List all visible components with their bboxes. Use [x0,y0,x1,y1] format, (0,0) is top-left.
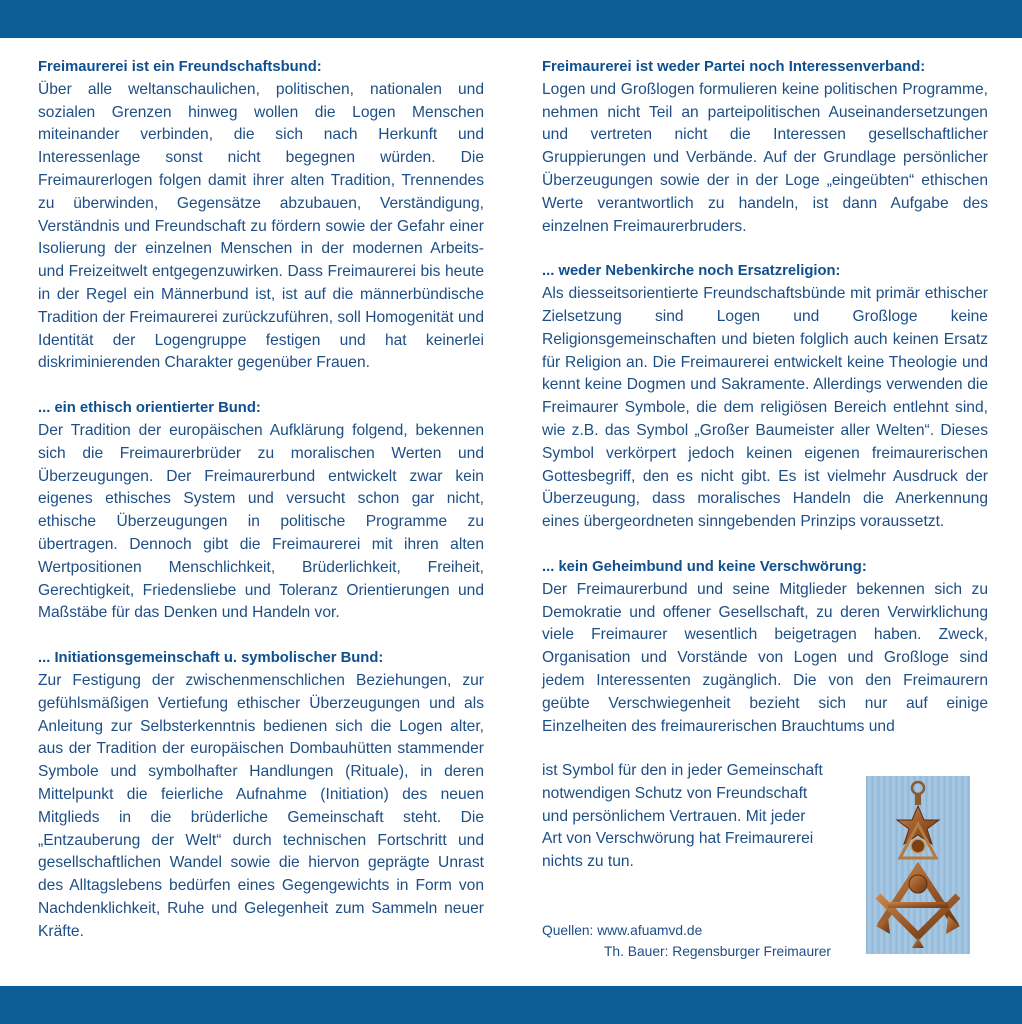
section-body: Über alle weltanschaulichen, politischen, nationalen und sozialen Grenzen hinweg wollen die Logen Menschen miteinander verbinden, die sich nach Herkunft und Interessenlage sonst nicht begegnen würden. Die Freimaurerlogen folgen damit ihrer alten Tradition, Trennendes zu überwinden, Gegensätze abzubauen, Verständigung, Verständnis und Freundschaft zu fördern sowie der Gefahr einer Isolierung der einzelnen Menschen in der modernen Arbeits- und Freizeitwelt entgegenzuwirken. Dass Freimaurerei bis heute in der Regel ein Männerbund ist, ist auf die männerbündische Tradition der Freimaurerei zurückzuführen, soll Homogenität und Identität der Logengruppe festigen und hat keinerlei diskriminierenden Charakter gegenüber Frauen. [38,80,484,372]
masonic-jewel-icon [866,776,970,954]
section-body: Zur Festigung der zwischenmenschlichen Beziehungen, zur gefühlsmäßigen Vertiefung ethischer Überzeugungen und als Anleitung zur Selbsterkenntnis bedienen sich die Logen alter, aus der Tradition der europäischen Dombauhütten stammender Symbole und symbolhafter Handlungen (Rituale), in deren Mittelpunkt die feierliche Aufnahme (Initiation) des neuen Mitglieds in die brüderliche Gemeinschaft steht. Die „Entzauberung der Welt“ durch technischen Fortschritt und gesellschaftlichen Wandel sowie die hiervon geprägte Unrast des Alltagslebens bedürfen eines Gegengewichts in Form von Nachdenklichkeit, Ruhe und Gelegenheit zum Sammeln neuer Kräfte. [38,671,484,940]
section-initiation [38,647,484,943]
masonic-jewel-image [866,776,970,954]
sources-line-2: Th. Bauer: Regensburger Freimaurer [604,944,831,959]
section-body: Der Tradition der europäischen Aufklärung folgend, bekennen sich die Freimaurerbrüder zu moralischen Werten und Überzeugungen. Der Freimaurerbund entwickelt zwar kein eigenes ethisches System und versucht schon gar nicht, ethische Überzeugungen in politische Programme zu übertragen. Dennoch gibt die Freimaurerei mit ihren alten Wertpositionen Menschlichkeit, Brüderlichkeit, Freiheit, Gerechtigkeit, Friedensliebe und Toleranz Orientierungen und Maßstäbe für das Denken und Handeln vor. [38,421,484,622]
section-body: Als diesseitsorientierte Freundschaftsbünde mit primär ethischer Zielsetzung sind Logen und Großloge keine Religionsgemeinschaften und bieten folglich auch keinen Ersatz für Religion an. Die Freimaurerei entwickelt keine Theologie und kennt keine Dogmen und Sakramente. Allerdings verwenden die Freimaurer Symbole, die dem religiösen Bereich entlehnt sind, wie z.B. das Symbol „Großer Baumeister aller Welten“. Dieses Symbol verkörpert jedoch keinen eigenen freimaurerischen Gottesbegriff, den es nicht gibt. Es ist vielmehr Ausdruck der Überzeugung, dass moralisches Handeln die Anerkennung eines übergeordneten sinngebenden Prinzips voraussetzt. [542,285,988,531]
sources-line-1: Quellen: www.afuamvd.de [542,923,703,938]
left-column [38,56,484,965]
section-heading: Freimaurerei ist weder Partei noch Interessenverband: [542,59,926,75]
wrap-line: und persönlichem Vertrauen. Mit jeder [542,807,806,825]
section-heading: ... weder Nebenkirche noch Ersatzreligion: [542,263,841,280]
wrap-text [542,760,852,874]
wrap-line: notwendigen Schutz von Freundschaft [542,784,808,802]
section-heading: ... Initiationsgemeinschaft u. symbolischer Bund: [38,650,384,667]
section-body: Logen und Großlogen formulieren keine politischen Programme, nehmen nicht Teil an parteipolitischen Auseinandersetzungen und vertreten nicht die Interessen gesellschaftlicher Gruppierungen und Verbände. Auf der Grundlage persönlicher Überzeugungen sowie der in der Loge „eingeübten“ ethischen Werte verantwortlich zu handeln, ist dann Aufgabe des einzelnen Freimaurerbruders. [542,80,988,235]
section-body: Der Freimaurerbund und seine Mitglieder bekennen sich zu Demokratie und offener Gesellschaft, zu deren Verwirklichung viele Freimaurer wesentlich beigetragen haben. Zweck, Organisation und Vorstände von Logen und Großloge sind jedem Interessenten zugänglich. Die von den Freimaurern geübte Verschwiegenheit bezieht sich nur auf einige Einzelheiten des freimaurerischen Brauchtums und [542,580,988,735]
section-heading: ... ein ethisch orientierter Bund: [38,400,261,417]
section-heading: ... kein Geheimbund und keine Verschwörung: [542,558,867,575]
wrap-line: ist Symbol für den in jeder Gemeinschaft [542,762,823,779]
top-band [0,0,1022,38]
wrap-line: Art von Verschwörung hat Freimaurerei [542,830,814,848]
section-keine-ersatzreligion [542,260,988,534]
section-keine-partei [542,56,988,238]
sources [542,920,831,962]
section-kein-geheimbund [542,556,988,738]
right-column [542,56,988,738]
section-freundschaftsbund [38,56,484,375]
wrap-line: nichts zu tun. [542,853,634,871]
section-ethischer-bund [38,397,484,625]
section-heading: Freimaurerei ist ein Freundschaftsbund: [38,59,322,75]
bottom-band [0,986,1022,1024]
